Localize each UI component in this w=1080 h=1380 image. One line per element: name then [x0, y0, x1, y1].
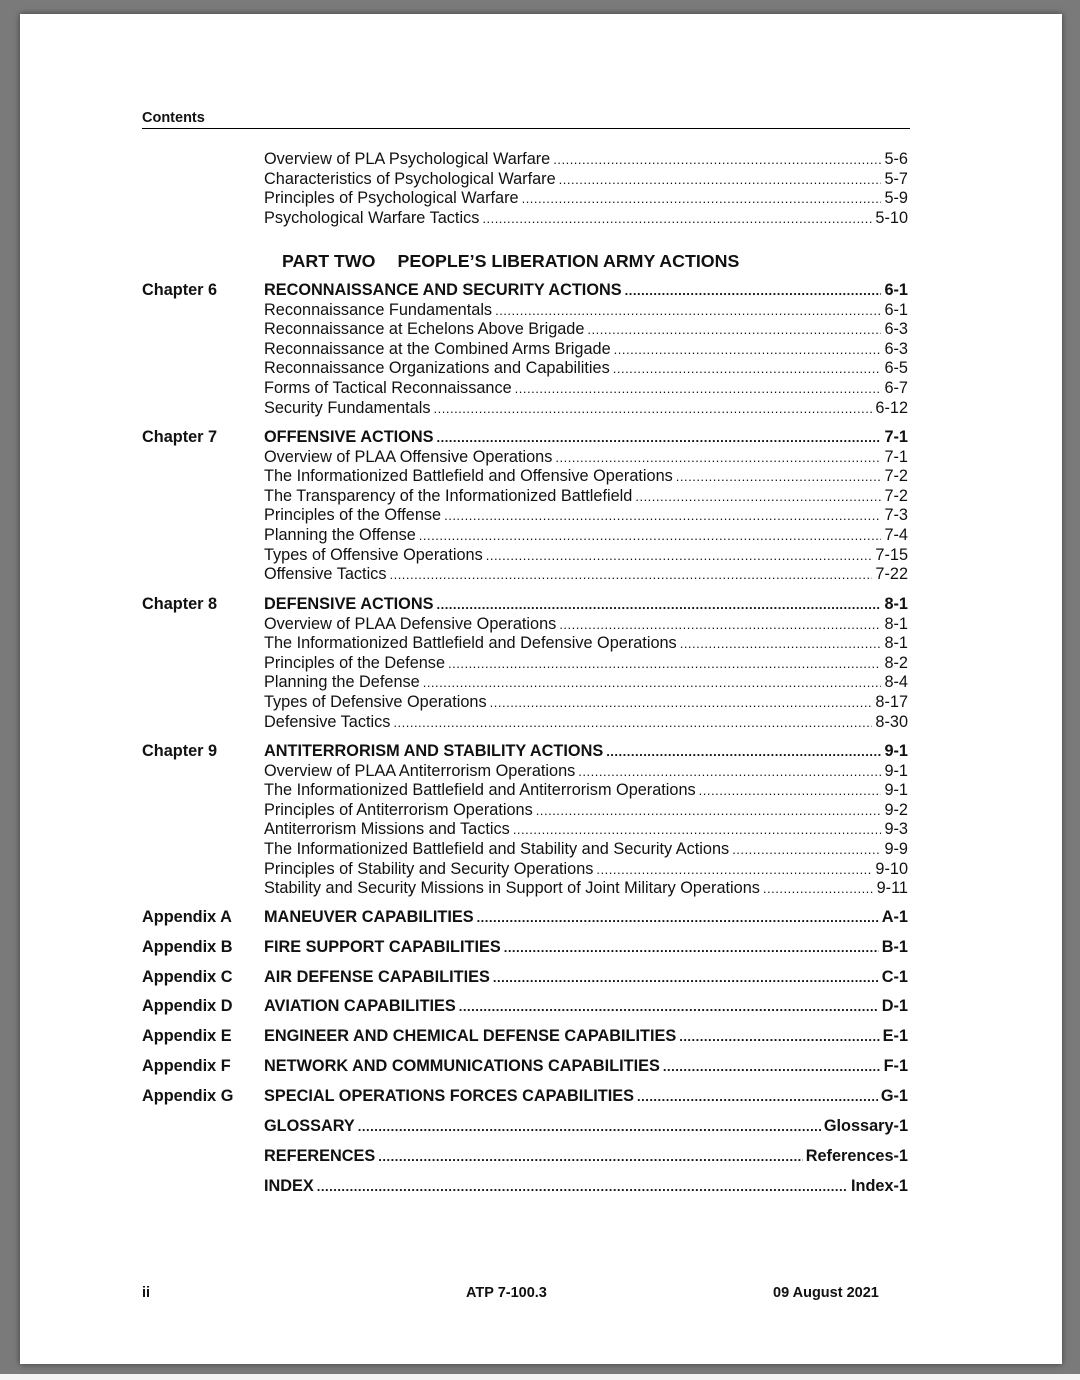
- toc-entry-title: DEFENSIVE ACTIONS: [264, 595, 434, 613]
- toc-entry-page: 7-2: [884, 486, 908, 505]
- toc-entry-title: Overview of PLAA Offensive Operations: [264, 447, 553, 466]
- toc-entry-page: G-1: [880, 1086, 908, 1105]
- dot-leader: [679, 1027, 879, 1047]
- running-header: Contents: [142, 110, 910, 129]
- toc-entry-title: Planning the Offense: [264, 526, 416, 544]
- toc-entry-title: Reconnaissance Organizations and Capabilities: [264, 359, 610, 378]
- dot-leader: [493, 968, 879, 988]
- toc-entry-page: 8-1: [884, 614, 908, 633]
- toc-entry-title: Offensive Tactics: [264, 565, 387, 584]
- toc-entry-page: A-1: [881, 908, 908, 926]
- toc-entry[interactable]: [264, 879, 908, 899]
- toc-entry-title: Principles of the Offense: [264, 506, 442, 525]
- dot-leader: [436, 428, 881, 448]
- toc-entry-title: Types of Defensive Operations: [264, 693, 487, 711]
- dot-leader: [680, 634, 882, 654]
- toc-appendix-entry[interactable]: [264, 1057, 908, 1077]
- toc-entry[interactable]: [264, 320, 908, 340]
- dot-leader: [606, 742, 881, 762]
- dot-leader: [482, 209, 872, 229]
- part-title: PEOPLE’S LIBERATION ARMY ACTIONS: [397, 251, 740, 271]
- dot-leader: [663, 1057, 881, 1077]
- dot-leader: [522, 189, 882, 209]
- dot-leader: [389, 565, 872, 585]
- toc-entry-page: 6-12: [875, 398, 908, 417]
- toc-entry[interactable]: [264, 713, 908, 733]
- toc-entry-page: 7-4: [884, 526, 908, 544]
- toc-entry[interactable]: [264, 359, 908, 379]
- toc-entry-page: 6-3: [884, 320, 908, 339]
- appendix-label: Appendix C: [142, 967, 233, 986]
- toc-entry-title: Reconnaissance at the Combined Arms Brigade: [264, 339, 611, 358]
- dot-leader: [559, 615, 881, 635]
- toc-entry-page: D-1: [881, 997, 908, 1016]
- toc-entry-title: Psychological Warfare Tactics: [264, 208, 480, 227]
- chapter-label: Chapter 7: [142, 428, 218, 446]
- toc-appendix-entry[interactable]: [264, 968, 908, 988]
- appendix-label: Appendix B: [142, 937, 233, 956]
- dot-leader: [436, 595, 881, 615]
- toc-entry[interactable]: [264, 399, 908, 419]
- toc-appendix-entry[interactable]: [264, 908, 908, 928]
- toc-entry-title: The Informationized Battlefield and Defensive Operations: [264, 634, 677, 653]
- toc-entry[interactable]: [264, 565, 908, 585]
- appendix-label: Appendix G: [142, 1086, 234, 1105]
- toc-entry-page: E-1: [882, 1027, 908, 1046]
- toc-entry-page: 8-1: [884, 634, 908, 653]
- toc-entry[interactable]: [264, 654, 908, 674]
- toc-entry-title: Principles of Antiterrorism Operations: [264, 800, 533, 819]
- dot-leader: [495, 301, 881, 321]
- toc-entry-title: The Transparency of the Informationized Battlefield: [264, 486, 633, 505]
- toc-entry-title: ANTITERRORISM AND STABILITY ACTIONS: [264, 742, 604, 760]
- toc-entry-title: Defensive Tactics: [264, 712, 391, 731]
- footer-date: 09 August 2021: [773, 1285, 879, 1301]
- toc-entry-page: 9-10: [875, 859, 908, 878]
- toc-entry-page: 8-30: [875, 712, 908, 731]
- part-label: PART TWO: [282, 251, 376, 271]
- toc-entry[interactable]: [264, 150, 908, 170]
- dot-leader: [596, 860, 872, 880]
- toc-entry-title: Principles of Stability and Security Operations: [264, 859, 594, 878]
- toc-entry-page: 8-4: [884, 673, 908, 692]
- toc-entry[interactable]: [264, 762, 908, 782]
- toc-entry[interactable]: [264, 448, 908, 468]
- toc-entry[interactable]: [264, 634, 908, 654]
- toc-entry-page: C-1: [881, 967, 908, 986]
- dot-leader: [613, 359, 882, 379]
- toc-chapter-entry[interactable]: [264, 742, 908, 762]
- toc-entry[interactable]: [264, 301, 908, 321]
- toc-entry-title: Principles of Psychological Warfare: [264, 189, 519, 208]
- toc-entry[interactable]: [264, 340, 908, 360]
- dot-leader: [513, 820, 882, 840]
- dot-leader: [587, 320, 881, 340]
- toc-entry[interactable]: [264, 506, 908, 526]
- dot-leader: [635, 487, 881, 507]
- toc-entry-page: 7-2: [884, 467, 908, 486]
- chapter-label: Chapter 9: [142, 742, 218, 760]
- toc-entry-title: AIR DEFENSE CAPABILITIES: [264, 967, 490, 986]
- toc-entry[interactable]: [264, 781, 908, 801]
- toc-entry-page: 6-1: [884, 281, 908, 299]
- toc-entry[interactable]: [264, 546, 908, 566]
- toc-entry-title: Characteristics of Psychological Warfare: [264, 169, 556, 188]
- toc-appendix-entry[interactable]: [264, 1027, 908, 1047]
- dot-leader: [358, 1117, 821, 1137]
- toc-entry[interactable]: [264, 820, 908, 840]
- toc-entry-title: OFFENSIVE ACTIONS: [264, 428, 434, 446]
- toc-entry-title: Overview of PLA Psychological Warfare: [264, 150, 551, 168]
- dot-leader: [448, 654, 881, 674]
- toc-entry-page: 7-15: [875, 545, 908, 564]
- document-page: [20, 14, 1062, 1364]
- toc-entry-page: 9-11: [876, 879, 908, 898]
- dot-leader: [625, 281, 882, 301]
- toc-entry-title: Security Fundamentals: [264, 398, 431, 417]
- toc-entry-page: 9-3: [884, 820, 908, 839]
- toc-entry-title: The Informationized Battlefield and Antiterrorism Operations: [264, 781, 696, 800]
- toc-entry[interactable]: [264, 526, 908, 546]
- toc-appendix-entry[interactable]: [264, 997, 908, 1017]
- appendix-label: Appendix F: [142, 1057, 231, 1075]
- toc-entry-page: References-1: [805, 1146, 908, 1165]
- toc-entry-page: 6-5: [884, 359, 908, 378]
- chapter-label: Chapter 6: [142, 281, 218, 299]
- toc-entry[interactable]: [264, 379, 908, 399]
- dot-leader: [676, 467, 882, 487]
- toc-entry-title: INDEX: [264, 1176, 314, 1195]
- toc-backmatter-entry[interactable]: [264, 1117, 908, 1137]
- toc-entry-page: 9-2: [884, 800, 908, 819]
- toc-entry-page: 5-7: [884, 169, 908, 188]
- dot-leader: [504, 938, 879, 958]
- toc-entry-page: 6-3: [884, 339, 908, 358]
- toc-entry-page: 5-10: [875, 208, 908, 227]
- toc-appendix-entry[interactable]: [264, 1087, 908, 1107]
- dot-leader: [434, 399, 873, 419]
- appendix-label: Appendix A: [142, 908, 232, 926]
- toc-entry-title: MANEUVER CAPABILITIES: [264, 908, 474, 926]
- toc-entry-page: F-1: [883, 1057, 908, 1075]
- footer-publication: ATP 7-100.3: [466, 1285, 547, 1301]
- dot-leader: [486, 546, 873, 566]
- toc-entry-page: 9-1: [884, 781, 908, 800]
- toc-backmatter-entry[interactable]: [264, 1147, 908, 1167]
- dot-leader: [423, 673, 882, 693]
- chapter-label: Chapter 8: [142, 595, 218, 613]
- dot-leader: [515, 379, 882, 399]
- toc-entry[interactable]: [264, 693, 908, 713]
- toc-entry-page: 9-1: [884, 742, 908, 760]
- dot-leader: [490, 693, 873, 713]
- toc-entry[interactable]: [264, 487, 908, 507]
- toc-entry[interactable]: [264, 467, 908, 487]
- appendix-label: Appendix E: [142, 1027, 232, 1046]
- dot-leader: [393, 713, 872, 733]
- toc-entry-page: 8-1: [884, 595, 908, 613]
- toc-entry-page: 7-1: [884, 447, 908, 466]
- toc-entry-page: 7-22: [875, 565, 908, 584]
- toc-entry-title: RECONNAISSANCE AND SECURITY ACTIONS: [264, 281, 622, 299]
- toc-entry-page: 5-6: [884, 150, 908, 168]
- dot-leader: [419, 526, 882, 546]
- toc-entry-title: Reconnaissance at Echelons Above Brigade: [264, 320, 585, 339]
- toc-chapter-entry[interactable]: [264, 595, 908, 615]
- toc-entry-title: AVIATION CAPABILITIES: [264, 997, 456, 1016]
- dot-leader: [614, 340, 882, 360]
- toc-entry-page: 8-17: [875, 693, 908, 711]
- toc-entry-title: Overview of PLAA Defensive Operations: [264, 614, 557, 633]
- dot-leader: [555, 448, 881, 468]
- toc-entry-page: Glossary-1: [823, 1117, 908, 1135]
- dot-leader: [317, 1177, 848, 1197]
- toc-entry-page: 7-1: [884, 428, 908, 446]
- toc-entry[interactable]: [264, 673, 908, 693]
- footer-page-number: ii: [142, 1285, 151, 1301]
- toc-entry-title: Overview of PLAA Antiterrorism Operations: [264, 761, 576, 780]
- toc-entry-page: 9-9: [884, 840, 908, 858]
- toc-entry-title: The Informationized Battlefield and Stability and Security Actions: [264, 840, 730, 858]
- toc-entry-title: Principles of the Defense: [264, 653, 446, 672]
- dot-leader: [637, 1087, 878, 1107]
- toc-entry-title: Forms of Tactical Reconnaissance: [264, 379, 512, 397]
- dot-leader: [553, 150, 881, 170]
- dot-leader: [732, 840, 881, 860]
- toc-entry-title: Reconnaissance Fundamentals: [264, 300, 493, 319]
- dot-leader: [459, 997, 879, 1017]
- toc-entry[interactable]: [264, 860, 908, 880]
- dot-leader: [699, 781, 882, 801]
- toc-entry-title: Stability and Security Missions in Support of Joint Military Operations: [264, 879, 760, 898]
- toc-entry-title: NETWORK AND COMMUNICATIONS CAPABILITIES: [264, 1057, 660, 1075]
- dot-leader: [444, 506, 881, 526]
- viewer-bottom-strip: [0, 1374, 1080, 1380]
- toc-entry-page: B-1: [881, 937, 908, 956]
- toc-entry-title: SPECIAL OPERATIONS FORCES CAPABILITIES: [264, 1086, 634, 1105]
- toc-entry-title: Antiterrorism Missions and Tactics: [264, 820, 510, 839]
- dot-leader: [477, 908, 879, 928]
- toc-entry-page: 6-1: [884, 300, 908, 319]
- toc-entry-title: REFERENCES: [264, 1146, 376, 1165]
- toc-entry-page: 7-3: [884, 506, 908, 525]
- part-heading: [282, 251, 739, 272]
- toc-appendix-entry[interactable]: [264, 938, 908, 958]
- toc-entry[interactable]: [264, 801, 908, 821]
- toc-entry[interactable]: [264, 840, 908, 860]
- toc-entry-page: 8-2: [884, 653, 908, 672]
- toc-entry[interactable]: [264, 209, 908, 229]
- toc-entry-page: Index-1: [850, 1176, 908, 1195]
- toc-entry-page: 5-9: [884, 189, 908, 208]
- toc-entry[interactable]: [264, 189, 908, 209]
- toc-entry-title: The Informationized Battlefield and Offensive Operations: [264, 467, 673, 486]
- dot-leader: [559, 170, 882, 190]
- toc-chapter-entry[interactable]: [264, 281, 908, 301]
- appendix-label: Appendix D: [142, 997, 233, 1016]
- dot-leader: [578, 762, 881, 782]
- dot-leader: [378, 1147, 802, 1167]
- toc-chapter-entry[interactable]: [264, 428, 908, 448]
- toc-backmatter-entry[interactable]: [264, 1177, 908, 1197]
- toc-entry-page: 9-1: [884, 761, 908, 780]
- toc-entry-title: GLOSSARY: [264, 1117, 355, 1135]
- dot-leader: [763, 879, 874, 899]
- toc-entry-title: ENGINEER AND CHEMICAL DEFENSE CAPABILITIES: [264, 1027, 677, 1046]
- toc-entry-title: FIRE SUPPORT CAPABILITIES: [264, 937, 501, 956]
- toc-entry-page: 6-7: [884, 379, 908, 397]
- toc-entry-title: Planning the Defense: [264, 673, 420, 692]
- dot-leader: [536, 801, 882, 821]
- toc-entry[interactable]: [264, 615, 908, 635]
- toc-entry-title: Types of Offensive Operations: [264, 545, 483, 564]
- toc-entry[interactable]: [264, 170, 908, 190]
